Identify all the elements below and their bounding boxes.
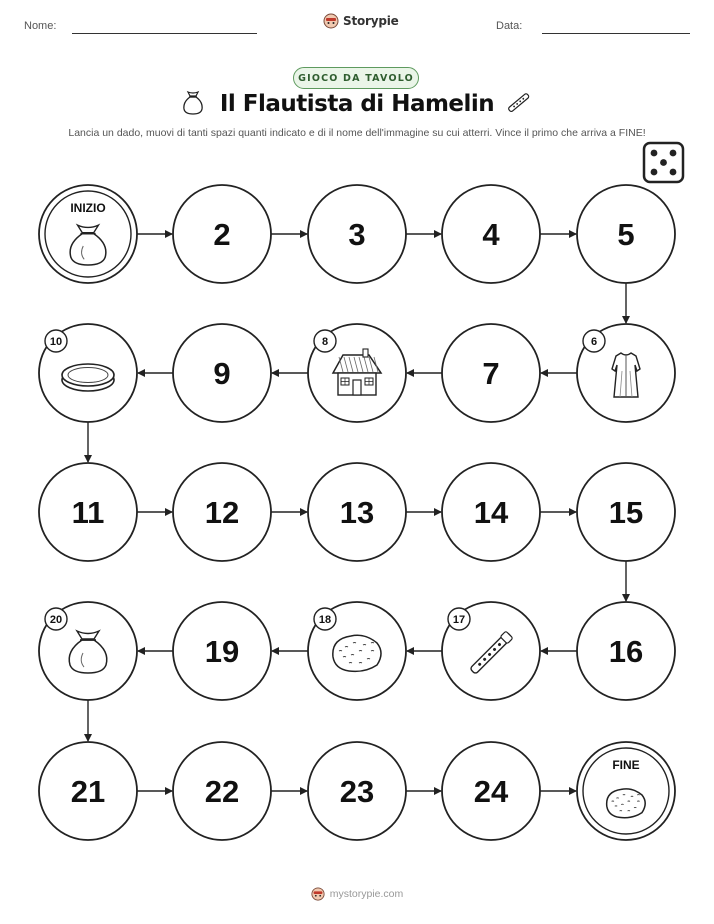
space-number: 21 [70,774,106,809]
space-number: 7 [482,356,500,391]
board-space-16 [577,602,675,700]
space-number: 16 [608,634,644,669]
footer-site: mystorypie.com [329,888,404,900]
space-number: 23 [339,774,375,809]
space-number: 22 [204,774,240,809]
board-space-21 [39,742,137,840]
space-number: 19 [204,634,240,669]
board-space-5 [577,185,675,283]
space-number: 15 [608,495,644,530]
space-number: 4 [482,217,500,252]
board-space-4 [442,185,540,283]
board-space-17 [442,602,540,700]
board-space-10 [39,324,137,422]
board-space-7 [442,324,540,422]
board-space-23 [308,742,406,840]
space-label: INIZIO [70,201,106,215]
board-space-11 [39,463,137,561]
instructions-text: Lancia un dado, muovi di tanti spazi quanti indicato e di il nome dell'immagine su cui atterri. Vince il primo che arriva a FINE! [68,127,646,139]
board-space-2 [173,185,271,283]
space-number: 17 [452,614,466,626]
board-space-3 [308,185,406,283]
space-number: 9 [213,356,231,391]
name-label: Nome: [24,20,57,32]
board-space-19 [173,602,271,700]
board-space-6 [577,324,675,422]
board-space-15 [577,463,675,561]
board-space-13 [308,463,406,561]
board-space-start [39,185,137,283]
board-space-22 [173,742,271,840]
board-space-14 [442,463,540,561]
space-number: 20 [49,614,63,626]
space-number: 14 [473,495,509,530]
space-number: 3 [348,217,366,252]
category-badge: GIOCO DA TAVOLO [293,67,419,89]
space-number: 12 [204,495,240,530]
page-title: Il Flautista di Hamelin [219,91,495,117]
space-label: FINE [612,758,640,772]
space-number: 5 [617,217,635,252]
date-label: Data: [496,20,523,32]
board-space-9 [173,324,271,422]
board-space-12 [173,463,271,561]
board-space-end [577,742,675,840]
robe-icon [612,353,640,397]
board-space-20 [39,602,137,700]
brand-name: Storypie [343,14,399,28]
bread-icon [333,635,381,671]
board-space-18 [308,602,406,700]
footer [0,887,714,901]
space-number: 6 [590,336,598,348]
space-number: 11 [71,495,105,530]
coin-icon [62,364,114,391]
bread-icon [607,789,646,818]
space-number: 2 [213,217,231,252]
space-number: 24 [473,774,509,809]
space-number: 8 [321,336,329,348]
space-number: 10 [49,336,63,348]
space-number: 13 [339,495,375,530]
storypie-mascot-icon [311,887,325,901]
board-space-8 [308,324,406,422]
board-space-24 [442,742,540,840]
space-number: 18 [318,614,332,626]
